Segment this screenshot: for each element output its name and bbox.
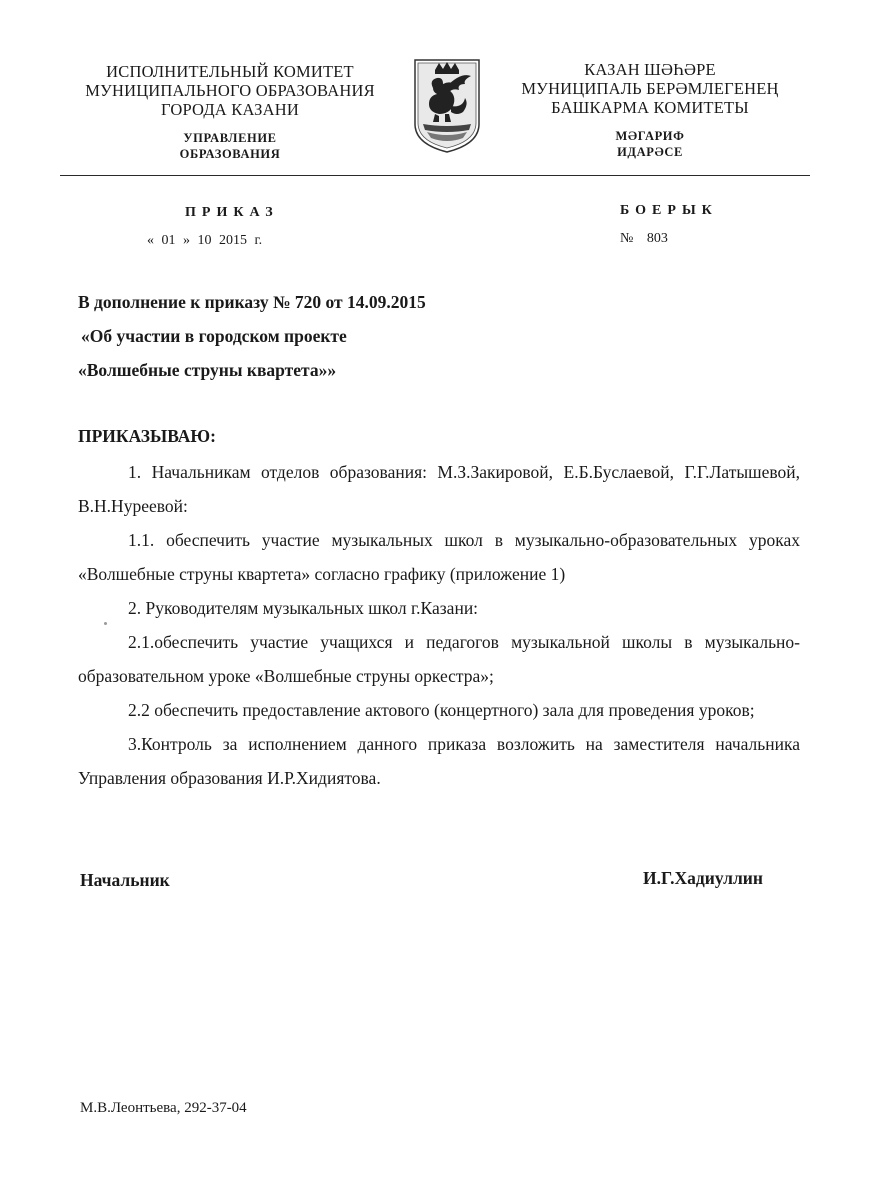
header-left (70, 62, 390, 162)
header-right-line: БАШКАРМА КОМИТЕТЫ (551, 98, 749, 117)
signature-role: Начальник (80, 870, 170, 890)
header-right (490, 60, 810, 160)
header-left-line: МУНИЦИПАЛЬНОГО ОБРАЗОВАНИЯ (85, 81, 375, 100)
executor-contact: М.В.Леонтьева, 292-37-04 (80, 1100, 247, 1116)
header-divider (60, 175, 810, 176)
header-right-department: ИДАРӘСЕ (617, 145, 683, 159)
header-left-department: ОБРАЗОВАНИЯ (179, 147, 281, 161)
order-paragraph: 1. Начальникам отделов образования: М.З.Закировой, Е.Б.Буслаевой, Г.Г.Латышевой, В.Н.Нуреевой: (78, 462, 800, 516)
subject-line: «Волшебные струны квартета»» (78, 360, 337, 380)
order-date: « 01 » 10 2015 г. (147, 233, 263, 248)
order-paragraph: 2.2 обеспечить предоставление актового (концертного) зала для проведения уроков; (128, 700, 755, 720)
order-title-tt: БОЕРЫК (620, 203, 718, 218)
order-paragraph: 2.1.обеспечить участие учащихся и педагогов музыкальной школы в музыкально-образовательном уроке «Волшебные струны оркестра»; (78, 632, 800, 686)
subject-line: «Об участии в городском проекте (81, 326, 347, 346)
header-left-department: УПРАВЛЕНИЕ (183, 131, 277, 145)
order-body (78, 455, 800, 795)
header-right-department: МӘГАРИФ (615, 129, 685, 143)
order-paragraph: 2. Руководителям музыкальных школ г.Казани: (128, 598, 479, 618)
order-number: № 803 (620, 231, 668, 246)
order-title-ru: ПРИКАЗ (185, 205, 279, 220)
header-left-line: ИСПОЛНИТЕЛЬНЫЙ КОМИТЕТ (106, 62, 354, 81)
header-right-line: МУНИЦИПАЛЬ БЕРӘМЛЕГЕНЕҢ (521, 79, 779, 98)
order-paragraph: 1.1. обеспечить участие музыкальных школ в музыкально-образовательных уроках «Волшебные струны квартета» согласно графику (приложение 1) (78, 530, 800, 584)
order-paragraph: 3.Контроль за исполнением данного приказа возложить на заместителя начальника Управления образования И.Р.Хидиятова. (78, 734, 800, 788)
directive-heading: ПРИКАЗЫВАЮ: (78, 426, 216, 446)
subject-line: В дополнение к приказу № 720 от 14.09.2015 (78, 292, 426, 312)
order-subject (78, 285, 638, 387)
header-left-line: ГОРОДА КАЗАНИ (161, 100, 299, 119)
signature-name: И.Г.Хадиуллин (643, 868, 763, 888)
header-right-line: КАЗАН ШӘҺӘРЕ (584, 60, 716, 79)
kazan-coat-of-arms-icon (413, 58, 481, 154)
